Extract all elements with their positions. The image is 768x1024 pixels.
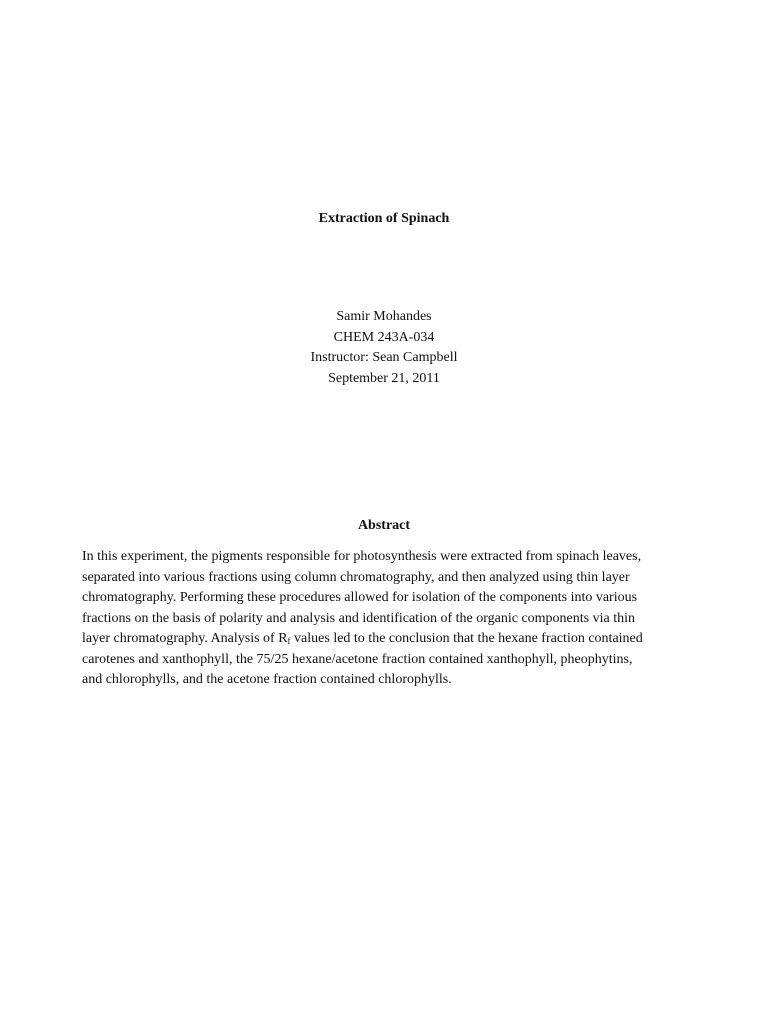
abstract-line	[82, 629, 692, 650]
abstract-line: carotenes and xanthophyll, the 75/25 hexane/acetone fraction contained xanthophyll, pheophytins,	[82, 651, 633, 667]
abstract-line: separated into various fractions using column chromatography, and then analyzed using thin layer	[82, 569, 630, 585]
abstract-line: chromatography. Performing these procedures allowed for isolation of the components into various	[82, 590, 638, 605]
abstract-line: In this experiment, the pigments responsible for photosynthesis were extracted from spinach leaves,	[82, 549, 642, 564]
rf-subscript: f	[287, 636, 291, 646]
instructor-name: Instructor: Sean Campbell	[310, 350, 458, 365]
abstract-line-part: layer chromatography. Analysis of R	[82, 631, 288, 646]
report-date: September 21, 2011	[328, 370, 440, 386]
abstract-paragraph	[82, 547, 692, 691]
course-code: CHEM 243A-034	[333, 329, 435, 345]
document-title: Extraction of Spinach	[318, 211, 450, 226]
abstract-heading: Abstract	[357, 518, 411, 533]
abstract-line: and chlorophylls, and the acetone fraction contained chlorophylls.	[82, 672, 452, 687]
author-name: Samir Mohandes	[336, 309, 432, 324]
author-info-block	[0, 307, 768, 389]
abstract-line-part: values led to the conclusion that the hexane fraction contained	[290, 631, 643, 646]
abstract-line: fractions on the basis of polarity and analysis and identification of the organic components via thin	[82, 610, 635, 626]
